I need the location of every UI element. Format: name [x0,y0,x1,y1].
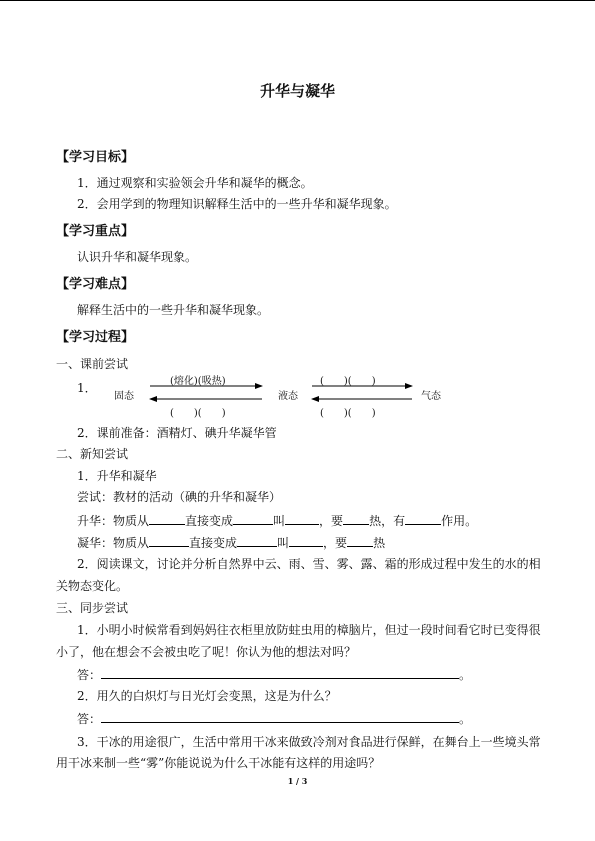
answer-2-end: 。 [459,712,472,726]
answer-2-label: 答： [77,712,102,726]
diagram-liquid: 液态 [278,391,298,402]
reading-line-1: 2．阅读课文，讨论并分析自然界中云、雨、雪、雾、露、霜的形成过程中发生的水的相 [77,557,541,571]
section-process: 【学习过程】 [56,330,135,345]
diagram-label-vaporization: ( )( ) [320,376,376,387]
deposition-text-2: 直接变成 [189,536,238,550]
try-text: 尝试：教材的活动（碘的升华和凝华） [77,490,282,504]
part2-heading: 二、新知尝试 [56,447,129,461]
reading-line-2: 关物态变化。 [56,579,129,593]
sublimation-line [77,512,477,529]
question-1-line-1: 1．小明小时候常看到妈妈往衣柜里放防蛀虫用的樟脑片，但过一段时间看它时已变得很 [77,623,541,637]
deposition-line [77,534,385,551]
sublimation-text-4: ，要 [319,514,344,528]
blank-sublimation-to[interactable] [233,512,273,525]
blank-deposition-name[interactable] [289,534,323,547]
question-1-line-2: 小了，他在想会不会被虫吃了呢！你认为他的想法对吗？ [56,645,357,659]
page-title: 升华与凝华 [259,82,335,100]
sublimation-text-3: 叫 [273,514,286,528]
answer-2-row [77,710,471,727]
answer-1-end: 。 [459,668,472,682]
section-objectives: 【学习目标】 [56,150,135,165]
diagram-label-melting: (熔化)(吸热) [170,376,226,387]
section-difficulty: 【学习难点】 [56,277,135,292]
part1-item-2: 2．课前准备：酒精灯、碘升华凝华管 [77,426,277,440]
section-focus: 【学习重点】 [56,224,135,239]
deposition-text-1: 凝华：物质从 [77,536,150,550]
sublimation-text-2: 直接变成 [185,514,234,528]
part1-heading: 一、课前尝试 [56,357,129,371]
sublimation-text-1: 升华：物质从 [77,514,150,528]
question-3-line-1: 3．干冰的用途很广，生活中常用干冰来做致冷剂对食品进行保鲜，在舞台上一些境头常 [77,735,541,749]
blank-sublimation-effect[interactable] [405,512,441,525]
diagram-solid: 固态 [114,391,134,402]
sublimation-text-5: 热，有 [369,514,406,528]
blank-sublimation-from[interactable] [149,512,185,525]
diagram-label-liquefaction: ( )( ) [320,408,376,419]
difficulty-text: 解释生活中的一些升华和凝华现象。 [77,303,270,317]
part1-item-number: 1． [77,381,97,395]
question-3-line-2: 用干冰来制一些“雾”你能说说为什么干冰能有这样的用途吗？ [56,756,381,770]
blank-deposition-from[interactable] [149,534,189,547]
part2-sub1: 1．升华和凝华 [77,469,157,483]
page-number: 1 / 3 [287,776,308,786]
blank-sublimation-heat[interactable] [343,512,369,525]
blank-deposition-to[interactable] [237,534,277,547]
blank-deposition-heat[interactable] [347,534,373,547]
deposition-text-3: 叫 [277,536,290,550]
blank-sublimation-name[interactable] [285,512,319,525]
answer-1-label: 答： [77,668,102,682]
diagram-label-solidification: ( )( ) [170,408,226,419]
part3-heading: 三、同步尝试 [56,601,129,615]
deposition-text-4: ，要 [323,536,348,550]
answer-1-blank[interactable] [101,666,459,679]
objective-item-2: 2．会用学到的物理知识解释生活中的一些升华和凝华现象。 [77,197,397,211]
diagram-gas: 气态 [421,391,441,402]
objective-item-1: 1．通过观察和实验领会升华和凝华的概念。 [77,176,313,190]
deposition-text-5: 热 [373,536,386,550]
question-2: 2．用久的白炽灯与日光灯会变黑，这是为什么？ [77,689,337,703]
focus-text: 认识升华和凝华现象。 [77,250,198,264]
sublimation-text-6: 作用。 [441,514,478,528]
answer-1-row [77,666,471,683]
answer-2-blank[interactable] [101,710,459,723]
